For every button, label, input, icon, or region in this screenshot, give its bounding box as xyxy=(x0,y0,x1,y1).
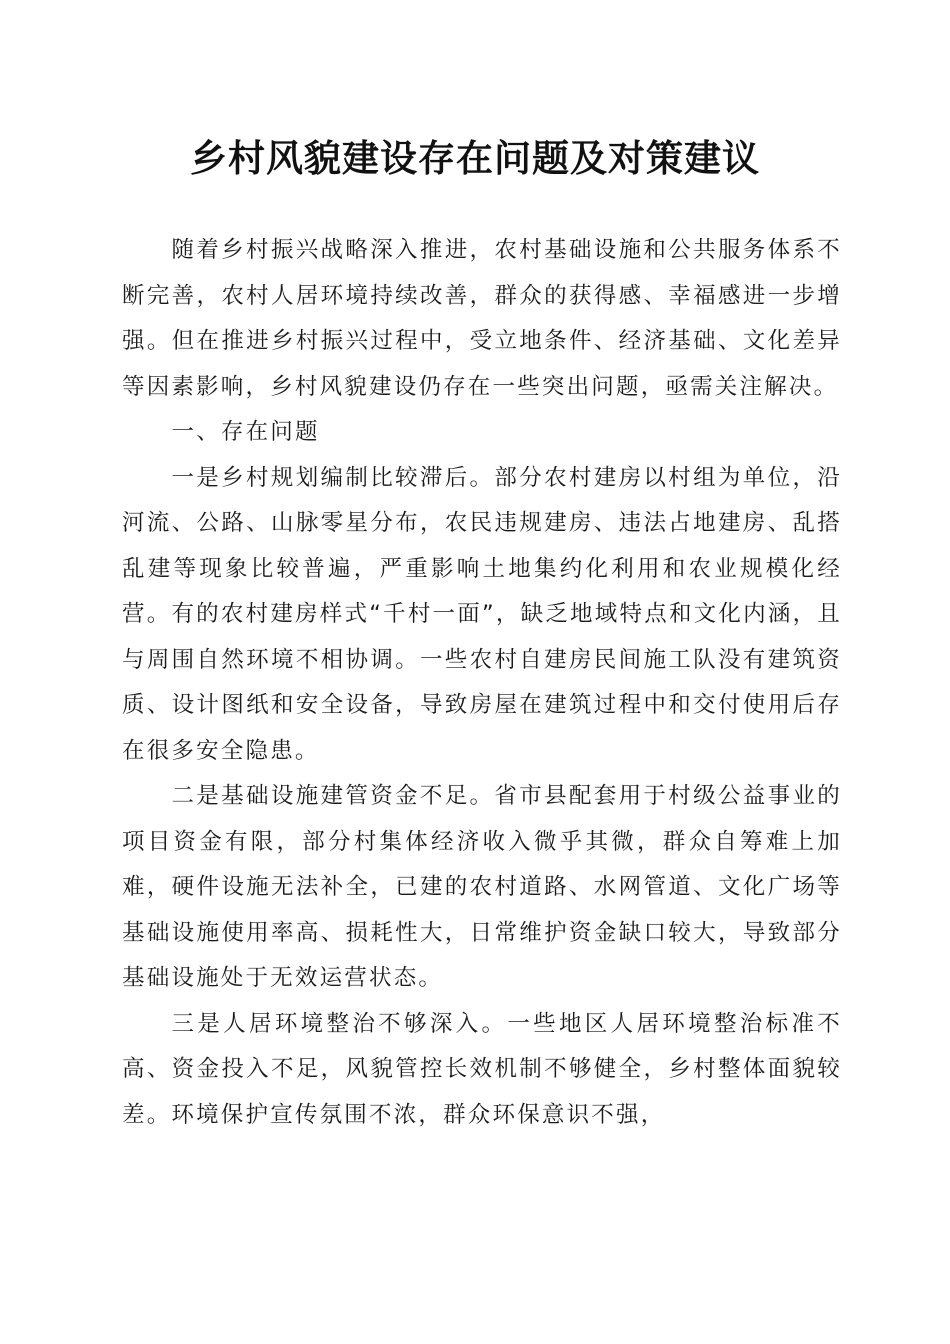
problem-text-3: 一些地区人居环境整治标准不高、资金投入不足，风貌管控长效机制不够健全，乡村整体面貌较差。环境保护宣传氛围不浓，群众环保意识不强， xyxy=(122,1010,842,1128)
document-title: 乡村风貌建设存在问题及对策建议 xyxy=(190,136,760,180)
document-body xyxy=(122,228,842,1138)
section-heading: 一、存在问题 xyxy=(171,419,320,445)
problem-text-2: 省市县配套用于村级公益事业的项目资金有限，部分村集体经济收入微乎其微，群众自筹难上加难，硬件设施无法补全，已建的农村道路、水网管道、文化广场等基础设施使用率高、损耗性大，日常维护资金缺口较大，导致部分基础设施处于无效运营状态。 xyxy=(122,783,842,991)
problem-paragraph-1 xyxy=(122,456,842,775)
problem-text-1: 部分农村建房以村组为单位，沿河流、公路、山脉零星分布，农民违规建房、违法占地建房、乱搭乱建等现象比较普遍，严重影响土地集约化利用和农业规模化经营。有的农村建房样式“千村一面”，缺乏地域特点和文化内涵，且与周围自然环境不相协调。一些农村自建房民间施工队没有建筑资质、设计图纸和安全设备，导致房屋在建筑过程中和交付使用后存在很多安全隐患。 xyxy=(122,464,842,764)
intro-paragraph: 随着乡村振兴战略深入推进，农村基础设施和公共服务体系不断完善，农村人居环境持续改善，群众的获得感、幸福感进一步增强。但在推进乡村振兴过程中，受立地条件、经济基础、文化差异等因素影响，乡村风貌建设仍存在一些突出问题，亟需关注解决。 xyxy=(122,237,842,400)
problem-paragraph-2 xyxy=(122,774,842,1002)
problem-lead-1: 一是乡村规划编制比较滞后。 xyxy=(171,464,495,491)
problem-lead-3: 三是人居环境整治不够深入。 xyxy=(171,1010,508,1037)
problem-paragraph-3 xyxy=(122,1002,842,1139)
problem-lead-2: 二是基础设施建管资金不足。 xyxy=(171,783,495,809)
